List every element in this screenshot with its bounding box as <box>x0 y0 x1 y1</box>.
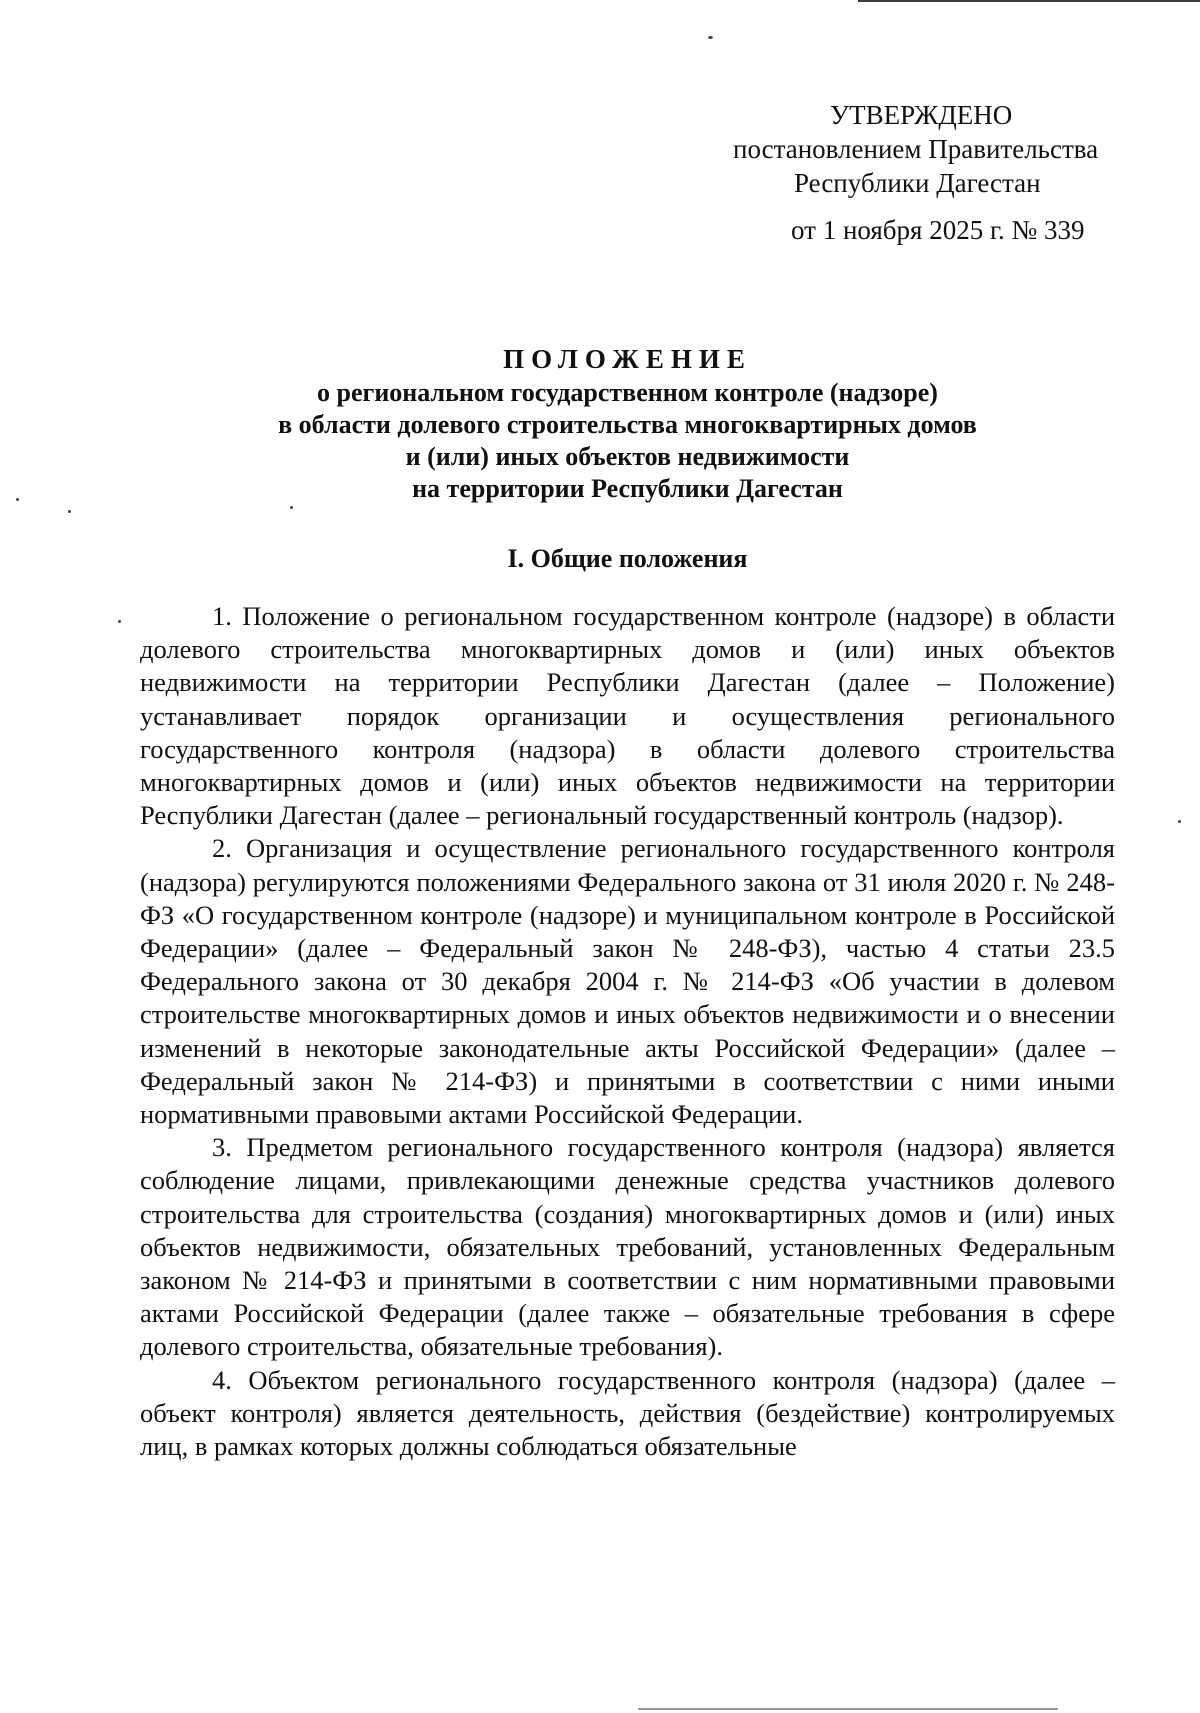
document-title: ПОЛОЖЕНИЕ <box>503 344 752 374</box>
document-subtitle-line: о региональном государственном контроле (надзоре) <box>317 378 938 407</box>
approval-stamp-block <box>680 98 1140 247</box>
paragraph-4: 4. Объектом регионального государственного контроля (надзора) (далее – объект контроля) является деятельность, действия (бездействие) контролируемых лиц, в рамках которых должны соблюдаться обязательные <box>140 1364 1115 1462</box>
paragraph-1: 1. Положение о региональном государственном контроле (надзоре) в области долевого строительства многоквартирных домов и (или) иных объектов недвижимости на территории Республики Дагестан (далее – Положение) устанавливает порядок организации и осуществления регионального государственного контроля (надзора) в области долевого строительства многоквартирных домов и (или) иных объектов недвижимости на территории Республики Дагестан (далее – региональный государственный контроль (надзор). <box>140 601 1115 831</box>
document-subtitle-line: на территории Республики Дагестан <box>412 474 843 503</box>
section-heading: I. Общие положения <box>507 544 748 573</box>
approval-date: от 1 ноября 2025 г. № 339 <box>791 215 1085 245</box>
scan-artifact-top <box>858 0 1200 2</box>
scan-artifact-bottom <box>638 1708 1058 1710</box>
paragraph-2: 2. Организация и осуществление регионального государственного контроля (надзора) регулируются положениями Федерального закона от 31 июля 2020 г. № 248-ФЗ «О государственном контроле (надзоре) и муниципальном контроле в Российской Федерации» (далее – Федеральный закон № 248-ФЗ), частью 4 статьи 23.5 Федерального закона от 30 декабря 2004 г. № 214-ФЗ «Об участии в долевом строительстве многоквартирных домов и иных объектов недвижимости и о внесении изменений в некоторые законодательные акты Российской Федерации» (далее – Федеральный закон № 214-ФЗ) и принятыми в соответствии с ними иными нормативными правовыми актами Российской Федерации. <box>140 833 1115 1130</box>
approval-line: постановлением Правительства <box>733 134 1099 164</box>
document-title-block <box>140 343 1115 505</box>
scan-speck <box>1178 820 1181 823</box>
scan-speck <box>708 36 713 39</box>
approval-line: Республики Дагестан <box>794 168 1041 198</box>
scan-speck <box>290 506 293 509</box>
document-subtitle-line: в области долевого строительства многоквартирных домов <box>278 410 977 439</box>
approval-title: УТВЕРЖДЕНО <box>830 100 1013 130</box>
paragraph-3: 3. Предметом регионального государственного контроля (надзора) является соблюдение лицами, привлекающими денежные средства участников долевого строительства для строительства (создания) многоквартирных домов и (или) иных объектов недвижимости, обязательных требований, установленных Федеральным законом № 214-ФЗ и принятыми в соответствии с ним нормативными правовыми актами Российской Федерации (далее также – обязательные требования в сфере долевого строительства, обязательные требования). <box>140 1132 1115 1362</box>
scan-speck <box>118 620 121 623</box>
document-subtitle-line: и (или) иных объектов недвижимости <box>405 442 850 471</box>
scan-speck <box>16 498 19 501</box>
document-body <box>140 600 1115 1463</box>
scan-speck <box>68 510 71 513</box>
